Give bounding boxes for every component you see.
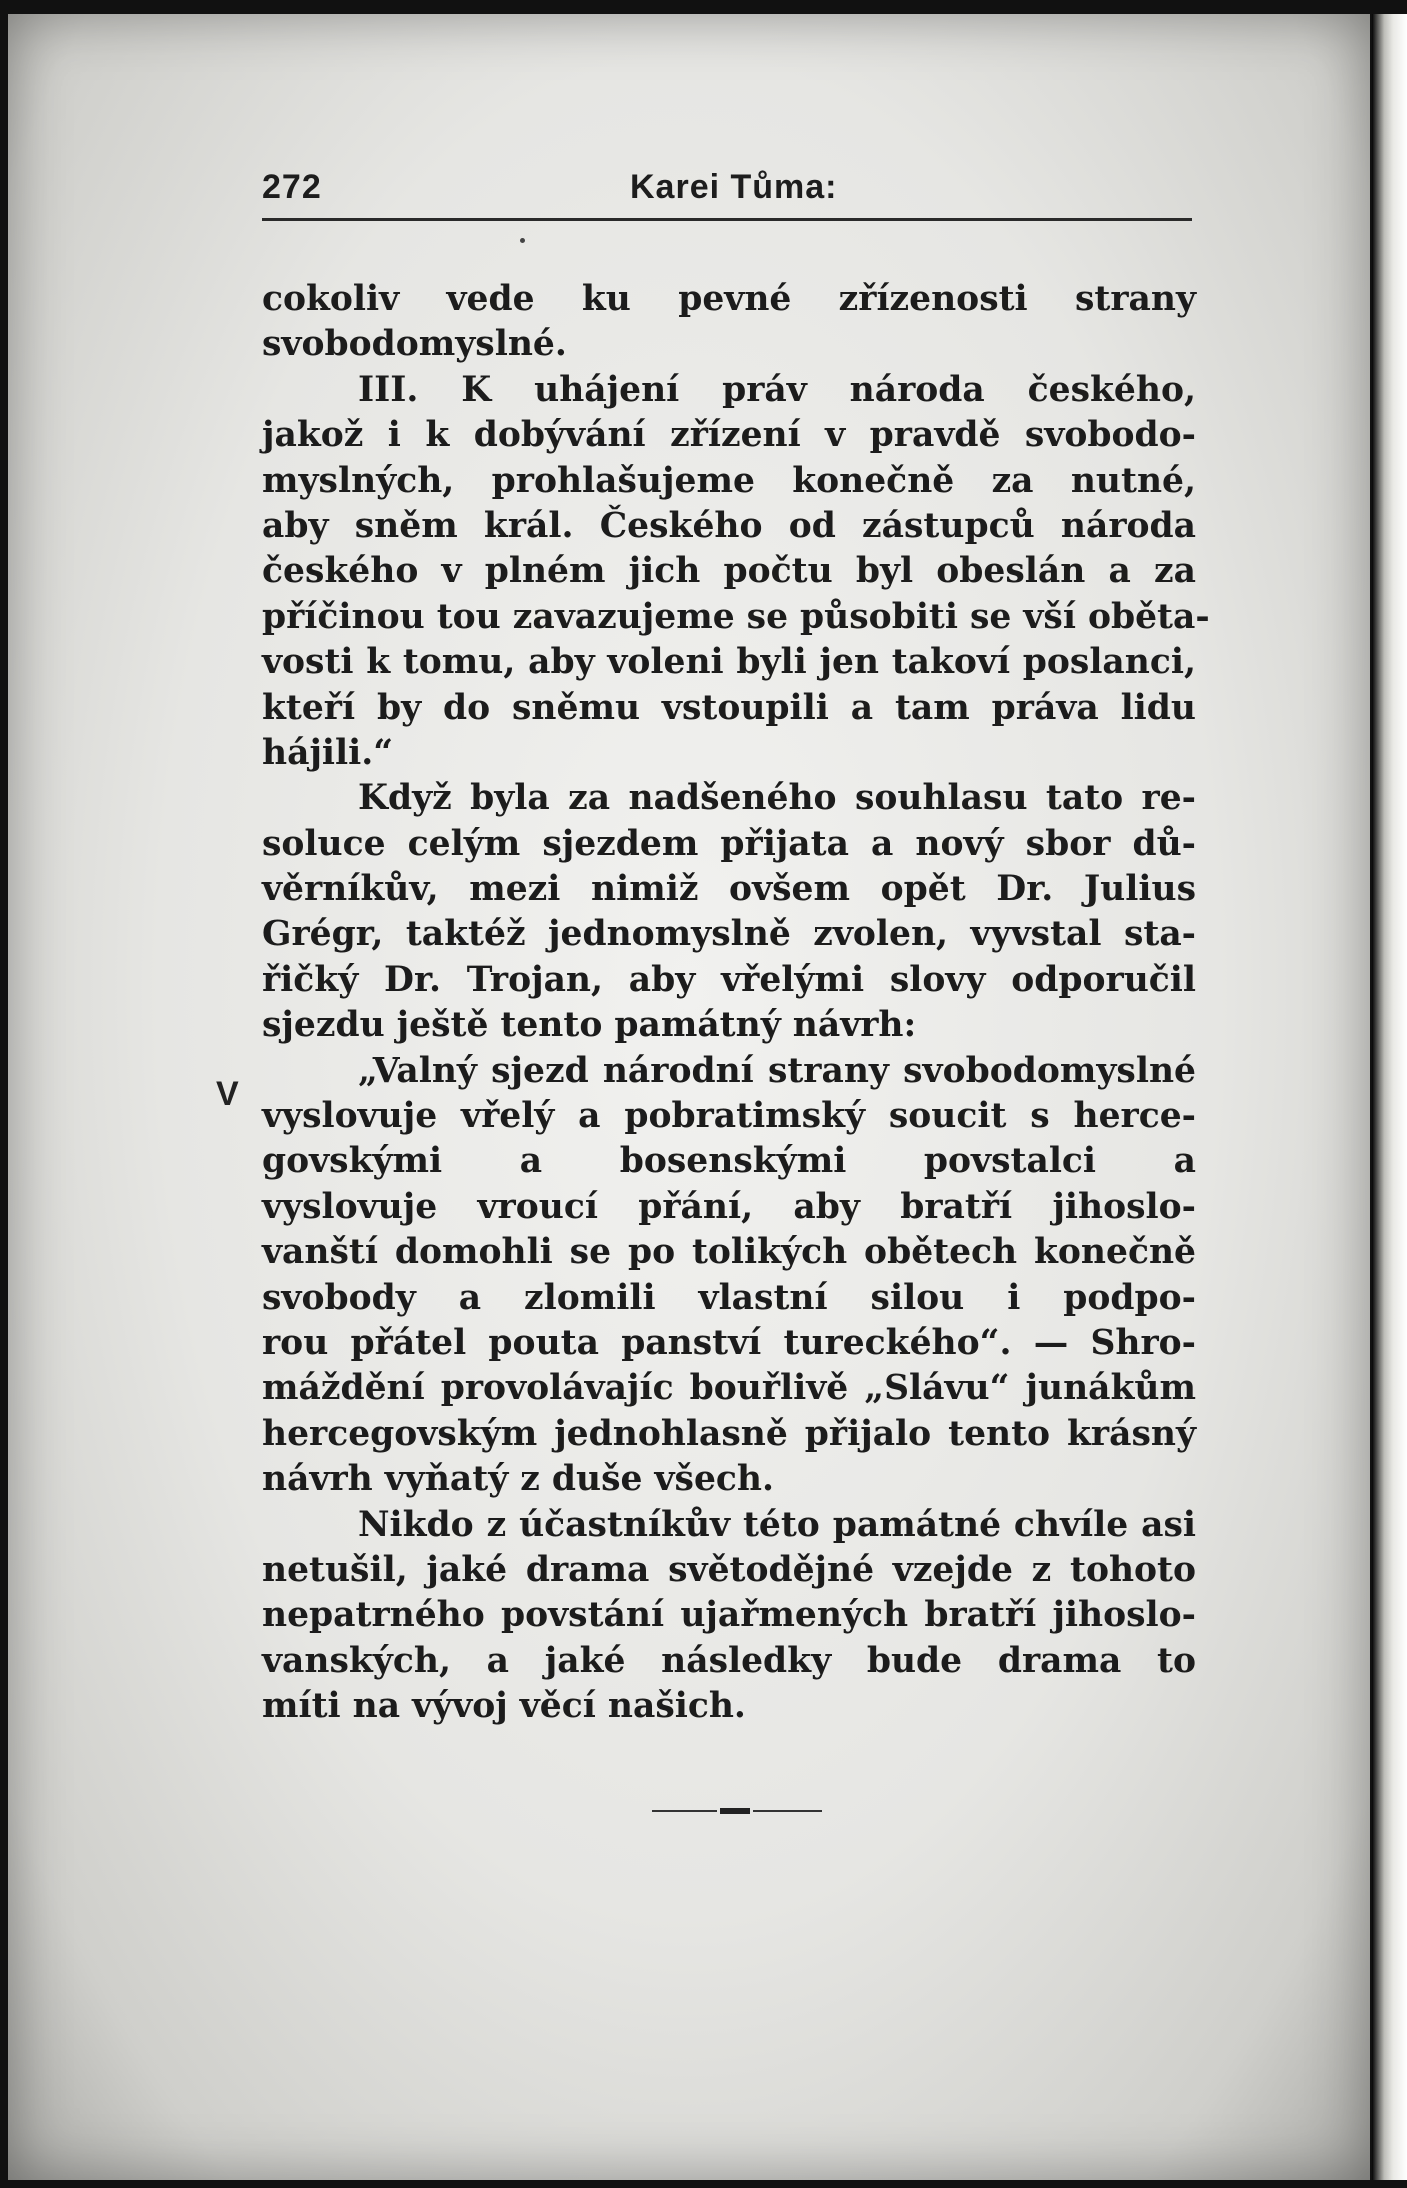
margin-check-mark: V bbox=[216, 1075, 239, 1113]
text-line: aby sněm král. Českého od zástupců národa bbox=[262, 505, 1196, 546]
page-edge bbox=[1372, 14, 1407, 2180]
text-line: „Valný sjezd národní strany svobodomyslné bbox=[358, 1050, 1196, 1091]
text-line: myslných, prohlašujeme konečně za nutné, bbox=[262, 460, 1196, 501]
text-line: máždění provolávajíc bouřlivě „Slávu“ junákům bbox=[262, 1368, 1196, 1409]
text-line: věrníkův, mezi nimiž ovšem opět Dr. Julius bbox=[262, 869, 1196, 910]
text-line: III. K uhájení práv národa českého, bbox=[358, 369, 1196, 410]
text-line: vosti k tomu, aby voleni byli jen takoví poslanci, bbox=[262, 642, 1196, 683]
text-line: svobodomyslné. bbox=[262, 324, 567, 365]
text-line: příčinou tou zavazujeme se působiti se vší oběta- bbox=[262, 596, 1210, 637]
text-line: netušil, jaké drama světodějné vzejde z tohoto bbox=[262, 1549, 1196, 1590]
text-line: Grégr, taktéž jednomyslně zvolen, vyvstal sta- bbox=[262, 914, 1196, 955]
text-line: vanských, a jaké následky bude drama to bbox=[262, 1640, 1196, 1681]
end-ornament bbox=[652, 1804, 822, 1818]
text-line: míti na vývoj věcí našich. bbox=[262, 1686, 746, 1727]
text-line: nepatrného povstání ujařmených bratří jihoslo- bbox=[262, 1595, 1196, 1636]
text-line: jakož i k dobývání zřízení v pravdě svobodo- bbox=[262, 415, 1196, 456]
body-text bbox=[262, 277, 1210, 1730]
text-line: řičký Dr. Trojan, aby vřelými slovy odporučil bbox=[262, 959, 1196, 1000]
text-line: Nikdo z účastníkův této památné chvíle asi bbox=[358, 1504, 1196, 1545]
ornament-center bbox=[720, 1808, 750, 1814]
text-line: českého v plném jich počtu byl obeslán a za bbox=[262, 551, 1196, 592]
text-line: sjezdu ještě tento památný návrh: bbox=[262, 1005, 917, 1046]
text-line: návrh vyňatý z duše všech. bbox=[262, 1459, 774, 1500]
text-line: svobody a zlomili vlastní silou i podpo- bbox=[262, 1277, 1196, 1318]
text-line: Když byla za nadšeného souhlasu tato re- bbox=[358, 778, 1196, 819]
text-line: rou přátel pouta panství tureckého“. — Shro- bbox=[262, 1322, 1196, 1363]
text-line: vanští domohli se po tolikých obětech konečně bbox=[262, 1232, 1196, 1273]
page-number: 272 bbox=[262, 168, 322, 206]
text-line: cokoliv vede ku pevné zřízenosti strany bbox=[262, 279, 1196, 319]
text-line: vyslovuje vroucí přání, aby bratří jihoslo- bbox=[262, 1186, 1196, 1227]
text-line: kteří by do sněmu vstoupili a tam práva lidu bbox=[262, 687, 1196, 728]
text-line: hájili.“ bbox=[262, 732, 394, 773]
speck bbox=[520, 238, 525, 243]
text-line: govskými a bosenskými povstalci a bbox=[262, 1141, 1196, 1182]
text-line: vyslovuje vřelý a pobratimský soucit s herce- bbox=[262, 1096, 1196, 1137]
text-line: soluce celým sjezdem přijata a nový sbor dů- bbox=[262, 823, 1196, 864]
page-header bbox=[262, 168, 1192, 221]
text-line: hercegovským jednohlasně přijalo tento krásný bbox=[262, 1413, 1196, 1454]
running-head: Karei Tůma: bbox=[630, 168, 838, 206]
